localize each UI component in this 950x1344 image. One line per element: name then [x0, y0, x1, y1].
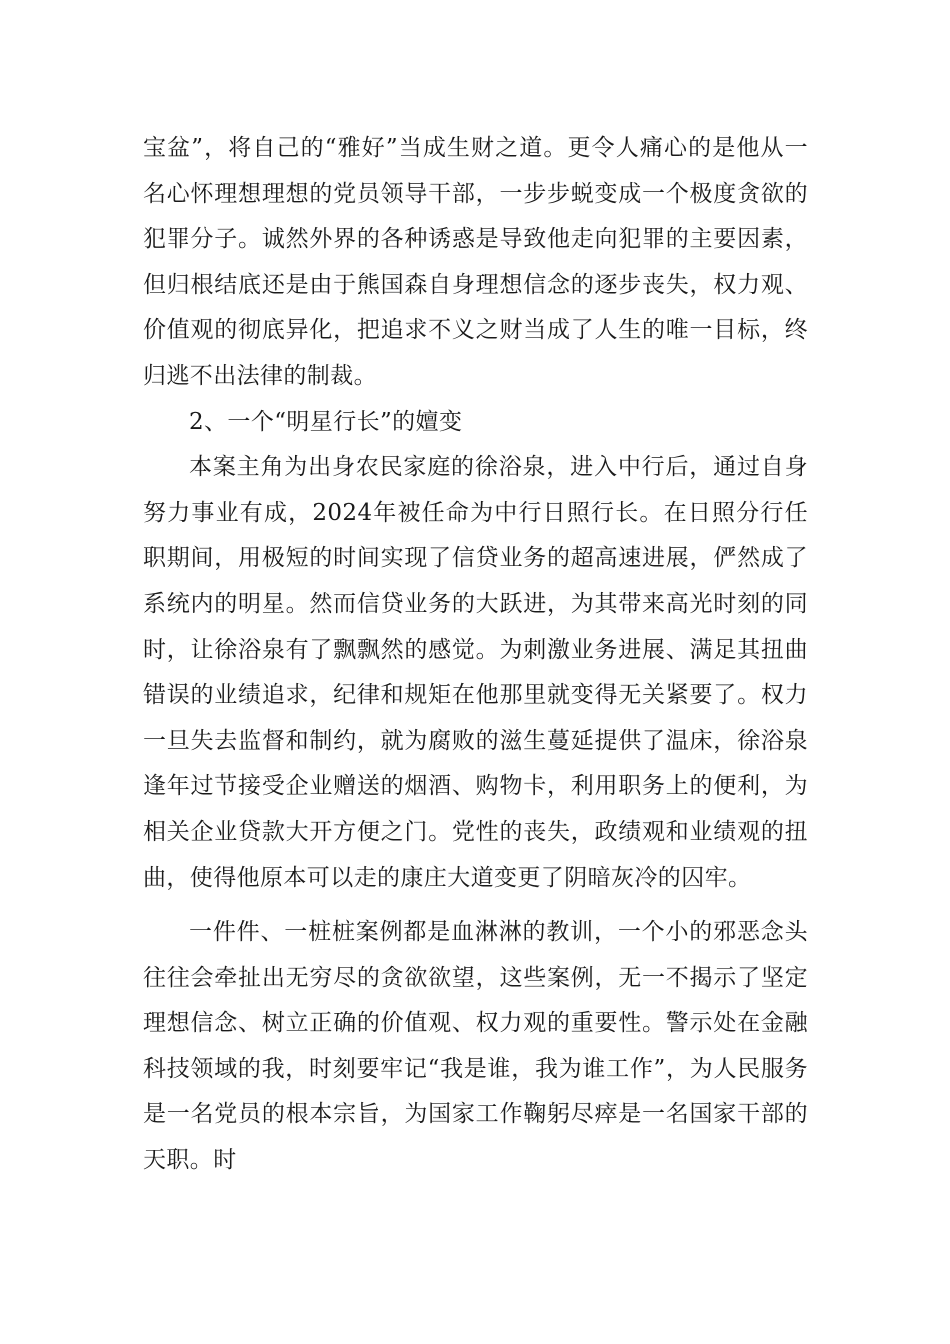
paragraph-continuation: 宝盆”，将自己的“雅好”当成生财之道。更令人痛心的是他从一名心怀理想理想的党员领导干部，一步步蜕变成一个极度贪欲的犯罪分子。诚然外界的各种诱惑是导致他走向犯罪的主要因素，但归根结底还是由于熊国森自身理想信念的逐步丧失，权力观、价值观的彻底异化，把追求不义之财当成了人生的唯一目标，终归逃不出法律的制裁。 [143, 135, 808, 389]
section-heading: 2、一个“明星行长”的嬗变 [189, 408, 463, 435]
document-body [143, 126, 808, 1184]
paragraph-reflection: 一件件、一桩桩案例都是血淋淋的教训，一个小的邪恶念头往往会牵扯出无穷尽的贪欲欲望，这些案例，无一不揭示了坚定理想信念、树立正确的价值观、权力观的重要性。警示处在金融科技领域的我，时刻要牢记“我是谁，我为谁工作”，为人民服务是一名党员的根本宗旨，为国家工作鞠躬尽瘁是一名国家干部的天职。时 [143, 919, 808, 1174]
paragraph-spacer [143, 901, 808, 910]
paragraph-case-study: 本案主角为出身农民家庭的徐浴泉，进入中行后，通过自身努力事业有成，2024年被任命为中行日照行长。在日照分行任职期间，用极短的时间实现了信贷业务的超高速进展，俨然成了系统内的明星。然而信贷业务的大跃进，为其带来高光时刻的同时，让徐浴泉有了飘飘然的感觉。为刺激业务进展、满足其扭曲错误的业绩追求，纪律和规矩在他那里就变得无关紧要了。权力一旦失去监督和制约，就为腐败的滋生蔓延提供了温床，徐浴泉逢年过节接受企业赠送的烟酒、购物卡，利用职务上的便利，为相关企业贷款大开方便之门。党性的丧失，政绩观和业绩观的扭曲，使得他原本可以走的康庄大道变更了阴暗灰冷的囚牢。 [143, 454, 808, 891]
